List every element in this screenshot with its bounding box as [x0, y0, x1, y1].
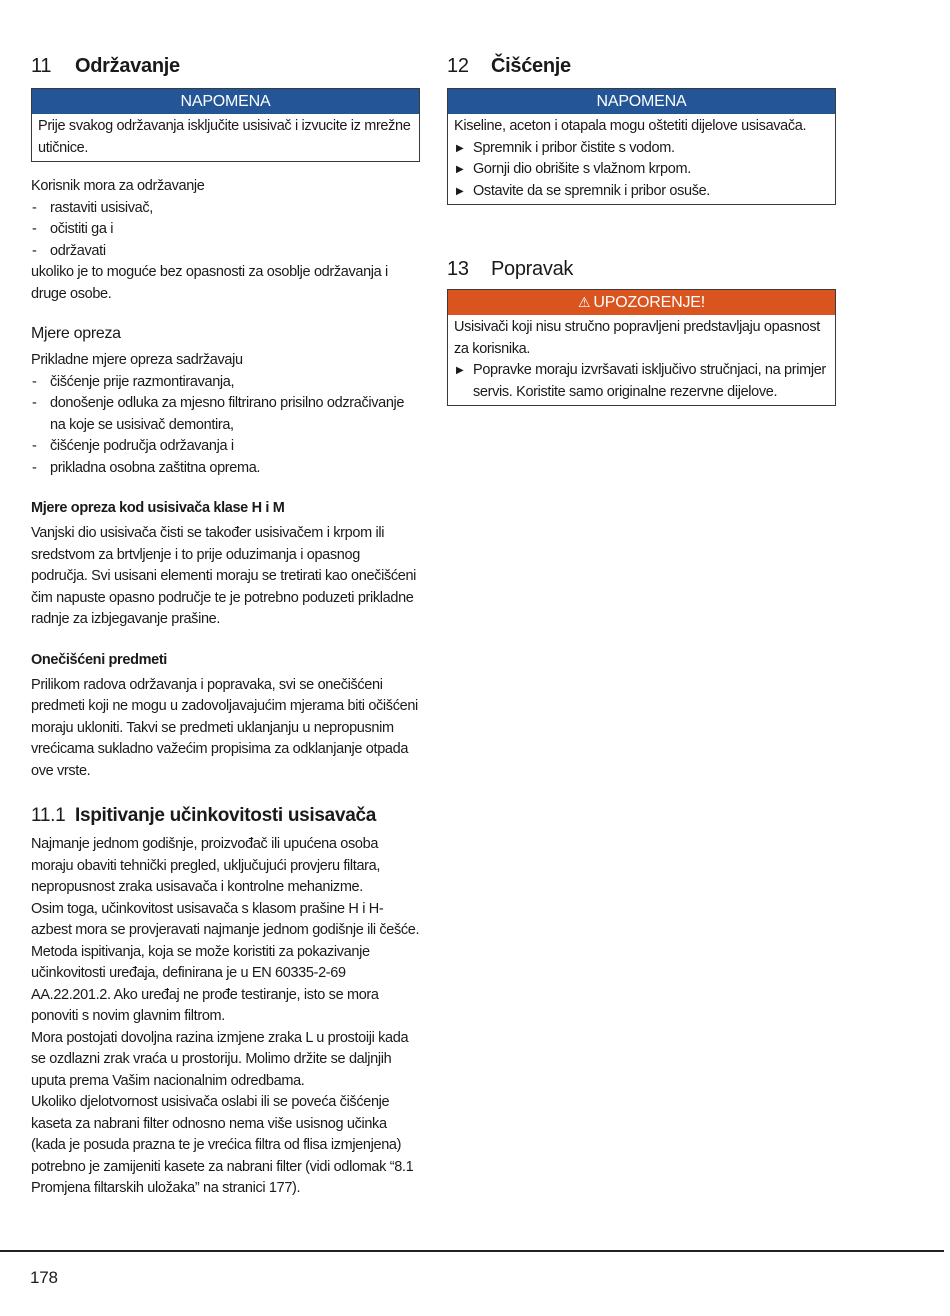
note-text: Kiseline, aceton i otapala mogu oštetiti dijelove usisavača. — [454, 118, 807, 134]
maintenance-intro: Korisnik mora za održavanje — [31, 178, 205, 194]
hm-text: Vanjski dio usisivača čisti se također usisivačem i krpom ili sredstvom za brtvljenje i to prije oduzimanja i opasnog područja. Svi usisani elementi moraju se tretirati kao onečišćeni čim napuste opasno područje te je potrebno poduzeti prikladne radnje za izbjegavanje prašine. — [31, 525, 417, 627]
contaminated-heading: Onečišćeni predmeti — [31, 651, 167, 668]
section-title: Održavanje — [75, 55, 180, 77]
subsection-number: 11.1 — [31, 805, 66, 826]
section-number: 11 — [31, 55, 52, 77]
footer-rule — [0, 1250, 944, 1252]
section-number: 12 — [447, 55, 469, 77]
page-number: 178 — [30, 1268, 58, 1287]
paragraph: Ukoliko djelotvornost usisivača oslabi ili se poveća čišćenje kaseta za nabrani filter odnosno nema više usisnog učinka (kada je posuda prazna te je vrećica filtra od flisa izmjenjena) potrebno je zamijeniti kasete za nabrani filter (vidi odlomak “8.1 Promjena filtarskih uložaka” na stranici 177). — [31, 1094, 414, 1196]
list-item: - rastaviti usisivač, — [32, 199, 153, 216]
note-steps — [454, 138, 829, 203]
warning-box-repair — [447, 289, 836, 406]
subsection-11-1-heading — [31, 802, 420, 830]
paragraph: Osim toga, učinkovitost usisavača s klasom prašine H i H-azbest mora se provjeravati najmanje jednom godišnje ili češće. Metoda ispitivanja, koja se može koristiti za pokazivanje učinkovitosti uređaja, definirana je u EN 60335-2-69 AA.22.201.2. Ako uređaj ne prođe testiranje, isto se mora ponoviti s novim glavnim filtrom. — [31, 900, 420, 1024]
warning-steps — [454, 360, 829, 403]
measures-heading: Mjere opreza — [31, 325, 121, 342]
list-item: ▶ Popravke moraju izvršavati isključivo stručnjaci, na primjer servis. Koristite samo originalne rezervne dijelove. — [456, 362, 826, 400]
note-text: Prije svakog održavanja isključite usisivač i izvucite iz mrežne utičnice. — [38, 118, 411, 156]
note-header: NAPOMENA — [32, 89, 419, 114]
list-item: - očistiti ga i — [32, 221, 114, 237]
list-item: ▶ Ostavite da se spremnik i pribor osuše. — [454, 181, 829, 203]
contaminated-text: Prilikom radova održavanja i popravaka, svi se onečišćeni predmeti koji ne mogu u zadovoljavajućim mjerama biti očišćeni moraju ukloniti. Takvi se predmeti uklanjanju u nepropusnim vrećicama sukladno važećim propisima za odklanjanje otpada ove vrste. — [31, 676, 418, 779]
paragraph: Mora postojati dovoljna razina izmjene zraka L u prostoiji kada se ozdlazni zrak vraća u prostoriju. Molimo držite se daljnjih uputa prema Vašim nacionalnim odredbama. — [31, 1029, 409, 1089]
warning-icon: ⚠ — [578, 294, 591, 310]
measures-intro: Prikladne mjere opreza sadržavaju — [31, 352, 243, 368]
list-item: - prikladna osobna zaštitna oprema. — [32, 459, 261, 476]
list-item: ▶ Gornji dio obrišite s vlažnom krpom. — [454, 159, 829, 181]
left-column — [31, 52, 420, 1200]
warning-text: Usisivači koji nisu stručno popravljeni predstavljaju opasnost za korisnika. — [454, 319, 820, 357]
list-item: ▶ Spremnik i pribor čistite s vodom. — [454, 138, 829, 160]
measures-list — [31, 372, 420, 480]
subsection-title: Ispitivanje učinkovitosti usisavača — [75, 805, 377, 826]
section-title: Čišćenje — [491, 55, 571, 77]
maintenance-after: ukoliko je to moguće bez opasnosti za osoblje održavanja i druge osobe. — [31, 264, 388, 302]
play-icon: ▶ — [456, 164, 464, 175]
list-item: - čišćenje područja održavanja i — [32, 438, 234, 454]
note-box-maintenance — [31, 88, 420, 162]
right-column — [447, 52, 836, 406]
note-header: NAPOMENA — [448, 89, 835, 114]
section-13-heading — [447, 255, 836, 283]
play-icon: ▶ — [456, 142, 464, 154]
warning-header — [448, 290, 835, 315]
note-box-cleaning — [447, 88, 836, 205]
warning-header-label: UPOZORENJE! — [593, 294, 705, 311]
section-12-heading — [447, 52, 836, 80]
hm-heading: Mjere opreza kod usisivača klase H i M — [31, 500, 285, 516]
list-item: - čišćenje prije razmontiravanja, — [32, 373, 235, 390]
play-icon: ▶ — [456, 185, 464, 197]
maintenance-list — [31, 198, 420, 263]
paragraph: Najmanje jednom godišnje, proizvođač ili upućena osoba moraju obaviti tehnički pregled, uključujući provjeru filtara, nepropusnost zraka usisavača i kontrolne mehanizme. — [31, 836, 381, 895]
list-item: - donošenje odluka za mjesno filtrirano prisilno odzračivanje na koje se usisivač demontira, — [32, 395, 405, 433]
section-11-heading — [31, 52, 420, 80]
section-title: Popravak — [491, 258, 574, 280]
section-number: 13 — [447, 258, 469, 280]
play-icon: ▶ — [456, 365, 464, 376]
list-item: - održavati — [32, 242, 106, 259]
